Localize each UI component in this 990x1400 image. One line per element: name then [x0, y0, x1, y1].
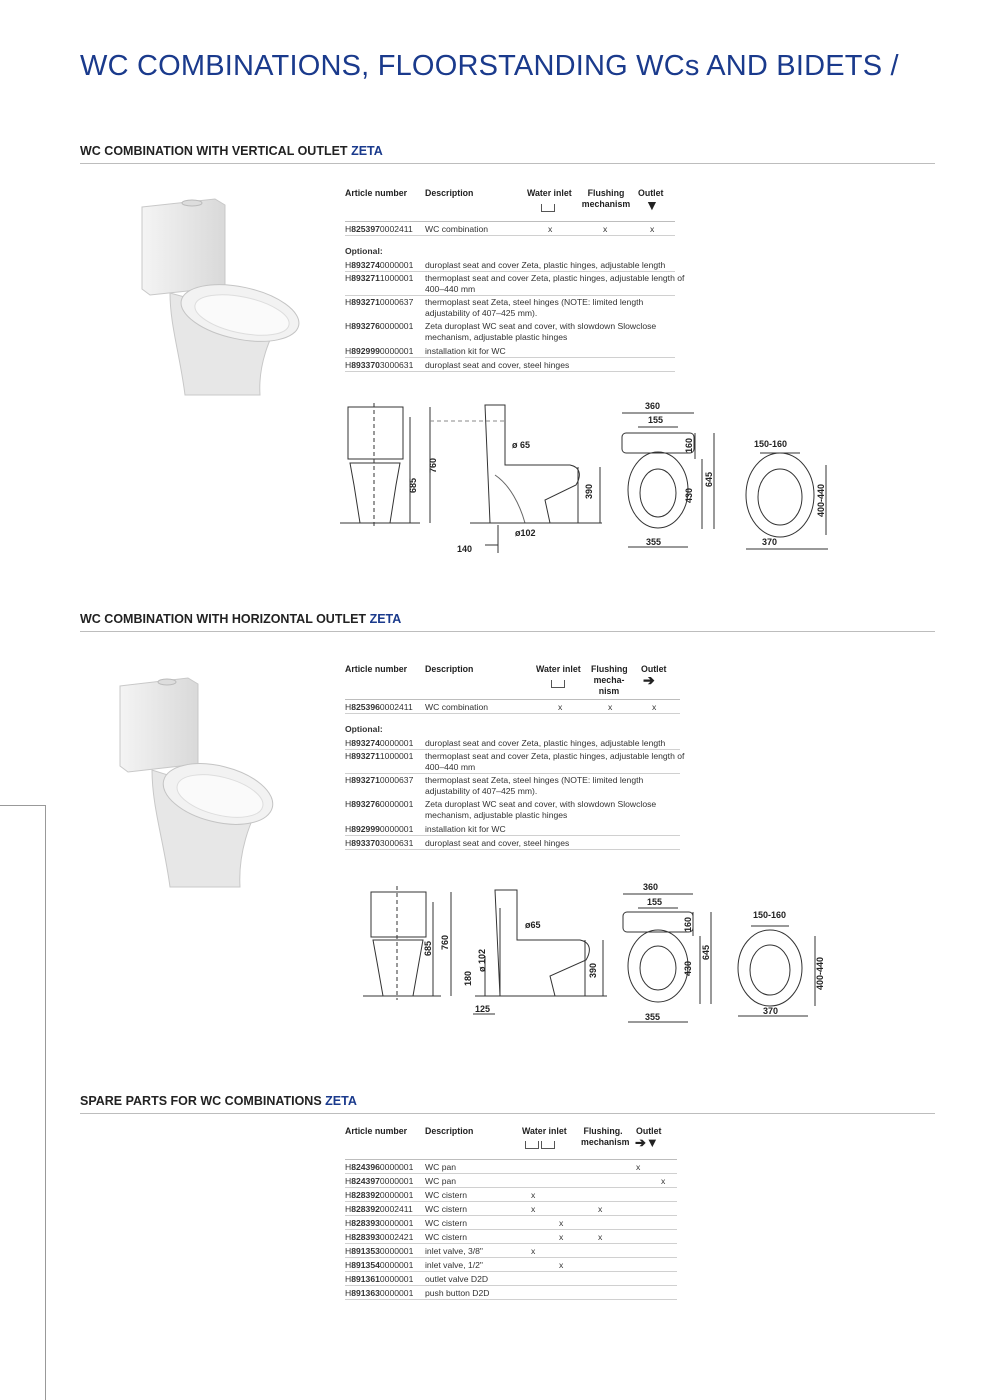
- article-number: H8913530000001: [345, 1246, 414, 1256]
- table-row: [345, 1202, 677, 1216]
- table-row: [345, 1230, 677, 1244]
- table-row: [345, 1174, 677, 1188]
- technical-drawing-horizontal: [345, 878, 835, 1028]
- col-flushing: Flushing mecha- nism: [591, 664, 628, 696]
- table-row: [345, 700, 680, 714]
- description: WC cistern: [425, 1232, 468, 1242]
- table-header: [345, 188, 675, 222]
- page-side-bar: [0, 805, 46, 1400]
- dim-label: 150-160: [754, 439, 788, 449]
- table-row: H8933703000631 duroplast seat and cover, steel hinges: [345, 836, 680, 850]
- dim-label: 430: [683, 960, 693, 976]
- mark: x: [636, 1162, 641, 1172]
- col-outlet: Outlet: [638, 188, 664, 198]
- spare-rows: [345, 1160, 677, 1300]
- dim-label: 155: [647, 897, 663, 907]
- wc-vertical-photo: [130, 195, 305, 405]
- description: WC combination: [425, 702, 489, 712]
- technical-drawing-vertical: [330, 395, 840, 565]
- dim-label: 150-160: [753, 910, 787, 920]
- section-header-spare-parts: [80, 1094, 935, 1114]
- table-row: H8933703000631 duroplast seat and cover, steel hinges: [345, 358, 675, 372]
- table-row: H8932711000001 thermoplast seat and cover Zeta, plastic hinges, adjustable length of 400–440 mm: [345, 273, 685, 294]
- dim-label: 360: [645, 401, 661, 411]
- optional-label: Optional:: [345, 724, 383, 734]
- mark: x: [652, 702, 657, 712]
- description: WC cistern: [425, 1218, 468, 1228]
- dim-label: 355: [645, 1012, 661, 1022]
- dim-label: 645: [704, 471, 714, 487]
- col-outlet: Outlet: [641, 664, 667, 674]
- col-water-inlet: Water inlet: [527, 188, 572, 198]
- dim-label: ø65: [525, 920, 541, 930]
- table-row: [345, 1244, 677, 1258]
- table-row: H8929990000001 installation kit for WC: [345, 822, 680, 836]
- table-header: [345, 664, 680, 700]
- description: WC combination: [425, 224, 489, 234]
- dim-label: 685: [408, 477, 418, 493]
- col-description: Description: [425, 664, 474, 674]
- description: WC cistern: [425, 1190, 468, 1200]
- mark: x: [531, 1190, 536, 1200]
- col-article: Article number: [345, 1126, 408, 1136]
- article-number: H8253970002411: [345, 224, 413, 234]
- col-article: Article number: [345, 188, 408, 198]
- mark: x: [650, 224, 655, 234]
- outlet-down-icon: ▼: [645, 197, 659, 213]
- table-row: H8932710000637 thermoplast seat Zeta, steel hinges (NOTE: limited length adjustability of 407–425 mm).: [345, 775, 644, 796]
- description: WC cistern: [425, 1204, 468, 1214]
- section-accent: ZETA: [325, 1094, 357, 1108]
- mark: x: [531, 1246, 536, 1256]
- mark: x: [558, 702, 563, 712]
- dim-label: 360: [643, 882, 659, 892]
- dim-label: 400-440: [815, 956, 825, 990]
- water-inlet-icon: [551, 678, 565, 689]
- col-article: Article number: [345, 664, 408, 674]
- dim-label: 160: [684, 437, 694, 453]
- article-number: H8913540000001: [345, 1260, 414, 1270]
- table-row: [345, 1188, 677, 1202]
- table-row: [345, 1258, 677, 1272]
- table-row: [345, 1160, 677, 1174]
- mark: x: [531, 1204, 536, 1214]
- section-title: WC COMBINATION WITH VERTICAL OUTLET: [80, 144, 348, 158]
- section-header-vertical: [80, 144, 935, 164]
- article-number: H8283930002421: [345, 1232, 414, 1242]
- dim-label: 125: [475, 1004, 491, 1014]
- dim-label: 180: [463, 970, 473, 986]
- description: WC pan: [425, 1176, 457, 1186]
- spec-table-vertical: [345, 188, 685, 372]
- section-accent: ZETA: [369, 612, 402, 626]
- article-number: H8253960002411: [345, 702, 413, 712]
- article-number: H8283920002411: [345, 1204, 413, 1214]
- dim-label: ø 65: [512, 440, 531, 450]
- article-number: H8913630000001: [345, 1288, 414, 1298]
- col-water-inlet: Water inlet: [522, 1126, 567, 1136]
- mark: x: [559, 1232, 564, 1242]
- section-accent: ZETA: [351, 144, 383, 158]
- table-row: [345, 222, 675, 236]
- table-row: H8929990000001 installation kit for WC: [345, 344, 675, 358]
- table-row: [345, 1272, 677, 1286]
- article-number: H8243970000001: [345, 1176, 414, 1186]
- table-row: [345, 1286, 677, 1300]
- section-title: SPARE PARTS FOR WC COMBINATIONS: [80, 1094, 322, 1108]
- dim-label: 685: [423, 940, 433, 956]
- mark: x: [598, 1232, 603, 1242]
- dim-label: ø 102: [477, 948, 487, 972]
- mark: x: [559, 1218, 564, 1228]
- table-row: H8932760000001 Zeta duroplast WC seat and cover, with slowdown Slowclose mechanism, adjustable plastic hinges: [345, 799, 657, 820]
- dim-label: 760: [428, 457, 438, 473]
- col-description: Description: [425, 188, 474, 198]
- dim-label: 160: [683, 916, 693, 932]
- section-header-horizontal: [80, 612, 935, 632]
- article-number: H8283920000001: [345, 1190, 414, 1200]
- description: inlet valve, 3/8": [425, 1246, 483, 1256]
- spare-parts-table: [345, 1126, 677, 1300]
- article-number: H8913610000001: [345, 1274, 414, 1284]
- dim-label: 390: [584, 483, 594, 499]
- dim-label: ø102: [515, 528, 536, 538]
- table-row: H8932760000001 Zeta duroplast WC seat and cover, with slowdown Slowclose mechanism, adjustable plastic hinges: [345, 321, 657, 342]
- mark: x: [548, 224, 553, 234]
- mark: x: [603, 224, 608, 234]
- table-row: H8932740000001 duroplast seat and cover Zeta, plastic hinges, adjustable length: [345, 736, 680, 750]
- description: WC pan: [425, 1162, 457, 1172]
- table-row: [345, 1216, 677, 1230]
- spec-table-horizontal: [345, 664, 685, 850]
- dim-label: 155: [648, 415, 664, 425]
- page-title: WC COMBINATIONS, FLOORSTANDING WCs AND BIDETS /: [80, 50, 899, 82]
- table-row: H8932711000001 thermoplast seat and cover Zeta, plastic hinges, adjustable length of 400–440 mm: [345, 751, 685, 772]
- dim-label: 430: [684, 487, 694, 503]
- col-outlet: Outlet: [636, 1126, 662, 1136]
- dim-label: 355: [646, 537, 662, 547]
- outlet-icons: ➔▼: [635, 1135, 659, 1150]
- table-header: [345, 1126, 677, 1160]
- dim-label: 760: [440, 934, 450, 950]
- section-title: WC COMBINATION WITH HORIZONTAL OUTLET: [80, 612, 367, 626]
- description: push button D2D: [425, 1288, 490, 1298]
- mark: x: [608, 702, 613, 712]
- dim-label: 370: [762, 537, 778, 547]
- description: outlet valve D2D: [425, 1274, 489, 1284]
- col-flushing: Flushing mechanism: [581, 188, 631, 209]
- article-number: H8283930000001: [345, 1218, 414, 1228]
- dim-label: 390: [588, 962, 598, 978]
- description: inlet valve, 1/2": [425, 1260, 483, 1270]
- table-row: H8932710000637 thermoplast seat Zeta, steel hinges (NOTE: limited length adjustability of 407–425 mm).: [345, 297, 644, 318]
- table-row: H8932740000001 duroplast seat and cover Zeta, plastic hinges, adjustable length: [345, 258, 675, 272]
- dim-label: 645: [701, 944, 711, 960]
- col-water-inlet: Water inlet: [536, 664, 581, 674]
- water-inlet-icon: [541, 202, 555, 213]
- mark: x: [661, 1176, 666, 1186]
- outlet-right-icon: ➔: [643, 672, 655, 688]
- col-description: Description: [425, 1126, 474, 1136]
- mark: x: [559, 1260, 564, 1270]
- dim-label: 400-440: [816, 483, 826, 517]
- mark: x: [598, 1204, 603, 1214]
- wc-horizontal-photo: [112, 672, 287, 897]
- article-number: H8243960000001: [345, 1162, 414, 1172]
- optional-label: Optional:: [345, 246, 383, 256]
- water-inlet-icon: [525, 1139, 555, 1150]
- col-flushing: Flushing. mechanism: [581, 1126, 630, 1147]
- dim-label: 140: [457, 544, 473, 554]
- dim-label: 370: [763, 1006, 779, 1016]
